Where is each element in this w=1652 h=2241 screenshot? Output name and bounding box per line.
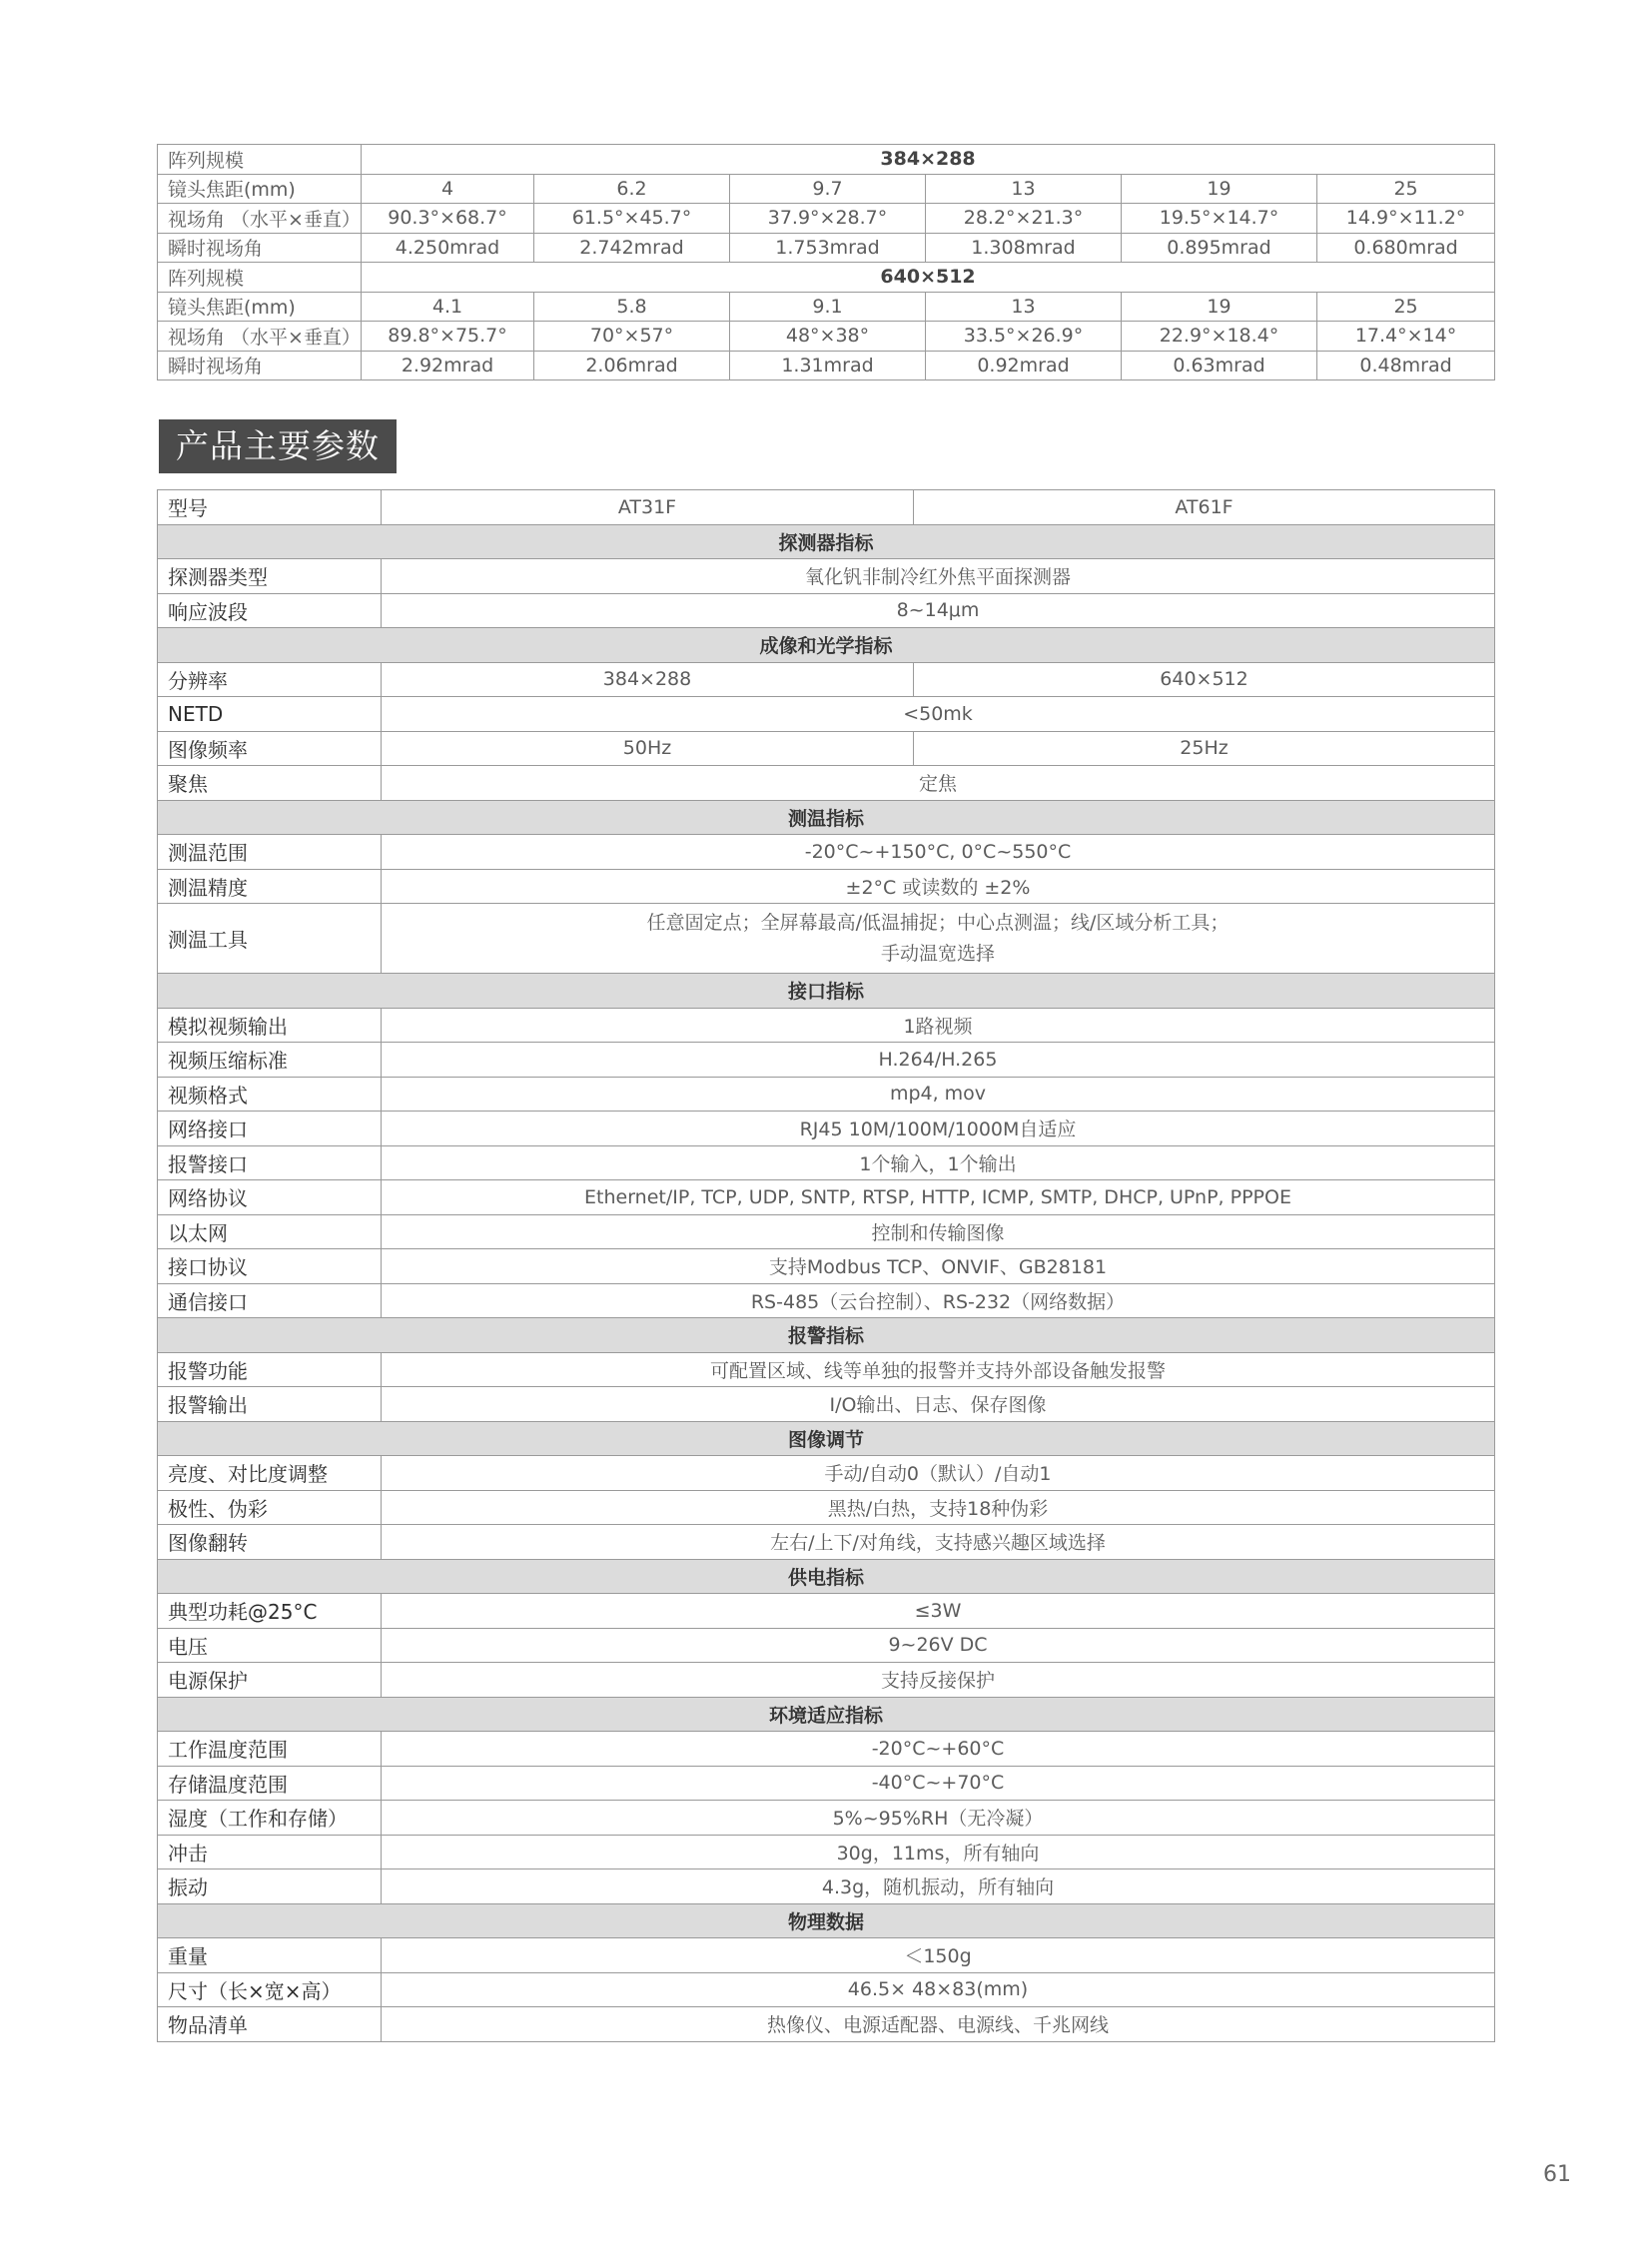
section-header-row (158, 524, 1495, 559)
row-label: 极性、伪彩 (158, 1490, 382, 1525)
table-cell: 13 (926, 174, 1122, 204)
table-cell: 25 (1317, 174, 1495, 204)
table-row (158, 1145, 1495, 1180)
table-cell: 5.8 (534, 292, 730, 322)
row-value-line: 任意固定点；全屏幕最高/低温捕捉；中心点测温；线/区域分析工具； (646, 911, 1230, 934)
section-heading: 产品主要参数 (159, 419, 397, 473)
table-row (158, 1283, 1495, 1318)
table-row (158, 1525, 1495, 1560)
table-row (158, 1732, 1495, 1767)
row-value: 氧化钒非制冷红外焦平面探测器 (382, 559, 1495, 594)
table-cell: 0.895mrad (1122, 233, 1317, 263)
row-value: 25Hz (914, 731, 1495, 766)
table-cell: 2.742mrad (534, 233, 730, 263)
table-cell: 1.31mrad (730, 351, 926, 380)
model-cell: AT61F (914, 490, 1495, 525)
row-value: Ethernet/IP, TCP, UDP, SNTP, RTSP, HTTP, ICMP, SMTP, DHCP, UPnP, PPPOE (382, 1180, 1495, 1215)
focal-length-label: 镜头焦距(mm) (158, 292, 362, 322)
table-row (158, 1938, 1495, 1973)
table-row (158, 869, 1495, 904)
fov-label: 视场角 （水平×垂直） (158, 322, 362, 352)
table-cell: 13 (926, 292, 1122, 322)
table-row (158, 1490, 1495, 1525)
row-label: 报警输出 (158, 1387, 382, 1422)
section-title: 成像和光学指标 (158, 628, 1495, 663)
section-header-row (158, 800, 1495, 835)
table-cell: 0.680mrad (1317, 233, 1495, 263)
table-cell: 48°×38° (730, 322, 926, 352)
row-value: RJ45 10M/100M/1000M自适应 (382, 1112, 1495, 1146)
row-value: 9~26V DC (382, 1628, 1495, 1663)
table-row (158, 559, 1495, 594)
row-value: RS-485（云台控制）、RS-232（网络数据） (382, 1283, 1495, 1318)
table-row (158, 1180, 1495, 1215)
row-value (382, 904, 1495, 974)
table-cell: 19 (1122, 292, 1317, 322)
section-header-row (158, 1697, 1495, 1732)
row-value: 左右/上下/对角线，支持感兴趣区域选择 (382, 1525, 1495, 1560)
row-value: -20°C~+150°C, 0°C~550°C (382, 835, 1495, 870)
row-label: 冲击 (158, 1835, 382, 1869)
table-row (158, 835, 1495, 870)
section-title: 图像调节 (158, 1421, 1495, 1456)
row-value: -40°C~+70°C (382, 1766, 1495, 1801)
table-row (158, 145, 1495, 175)
row-value: mp4, mov (382, 1077, 1495, 1112)
row-label: 聚焦 (158, 766, 382, 801)
section-title: 接口指标 (158, 974, 1495, 1009)
table-row (158, 174, 1495, 204)
row-label: 物品清单 (158, 2007, 382, 2042)
row-label: 网络协议 (158, 1180, 382, 1215)
row-value: 控制和传输图像 (382, 1214, 1495, 1249)
table-row (158, 2007, 1495, 2042)
table-cell: 61.5°×45.7° (534, 204, 730, 234)
ifov-label: 瞬时视场角 (158, 351, 362, 380)
table-row (158, 1869, 1495, 1904)
table-cell: 14.9°×11.2° (1317, 204, 1495, 234)
section-title: 物理数据 (158, 1903, 1495, 1938)
table-cell: 0.48mrad (1317, 351, 1495, 380)
row-value: 定焦 (382, 766, 1495, 801)
row-value: ＜150g (382, 1938, 1495, 1973)
table-row (158, 1594, 1495, 1629)
model-row (158, 490, 1495, 525)
table-cell: 2.06mrad (534, 351, 730, 380)
table-row (158, 322, 1495, 352)
table-cell: 33.5°×26.9° (926, 322, 1122, 352)
section-title: 测温指标 (158, 800, 1495, 835)
row-value: 手动/自动0（默认）/自动1 (382, 1456, 1495, 1491)
table-row (158, 1835, 1495, 1869)
table-cell: 25 (1317, 292, 1495, 322)
row-value: 1路视频 (382, 1008, 1495, 1043)
table-row (158, 593, 1495, 628)
row-value: 热像仪、电源适配器、电源线、千兆网线 (382, 2007, 1495, 2042)
row-label: NETD (158, 697, 382, 732)
array-size-value: 384×288 (362, 145, 1495, 175)
row-label: 图像频率 (158, 731, 382, 766)
table-row (158, 1352, 1495, 1387)
row-label: 模拟视频输出 (158, 1008, 382, 1043)
fov-label: 视场角 （水平×垂直） (158, 204, 362, 234)
row-label: 电压 (158, 1628, 382, 1663)
table-row (158, 1801, 1495, 1836)
table-row (158, 1249, 1495, 1284)
table-cell: 37.9°×28.7° (730, 204, 926, 234)
row-label: 视频压缩标准 (158, 1043, 382, 1078)
table-row (158, 1628, 1495, 1663)
array-size-label: 阵列规模 (158, 145, 362, 175)
table-cell: 2.92mrad (362, 351, 534, 380)
table-row (158, 766, 1495, 801)
focal-length-label: 镜头焦距(mm) (158, 174, 362, 204)
row-label: 亮度、对比度调整 (158, 1456, 382, 1491)
table-cell: 4.1 (362, 292, 534, 322)
table-cell: 4.250mrad (362, 233, 534, 263)
row-label: 响应波段 (158, 593, 382, 628)
table-row (158, 292, 1495, 322)
row-label: 存储温度范围 (158, 1766, 382, 1801)
table-cell: 6.2 (534, 174, 730, 204)
row-value: 50Hz (382, 731, 914, 766)
row-label: 报警接口 (158, 1145, 382, 1180)
table-cell: 17.4°×14° (1317, 322, 1495, 352)
table-row (158, 233, 1495, 263)
section-header-row (158, 1421, 1495, 1456)
table-row (158, 1387, 1495, 1422)
section-header-row (158, 1318, 1495, 1353)
section-title: 供电指标 (158, 1559, 1495, 1594)
row-value: 30g，11ms，所有轴向 (382, 1835, 1495, 1869)
row-value: 8~14μm (382, 593, 1495, 628)
table-cell: 89.8°×75.7° (362, 322, 534, 352)
table-row (158, 351, 1495, 380)
row-value: 384×288 (382, 662, 914, 697)
array-size-label: 阵列规模 (158, 263, 362, 293)
table-row (158, 1112, 1495, 1146)
page-number: 61 (1543, 2162, 1571, 2187)
row-label: 典型功耗@25°C (158, 1594, 382, 1629)
row-value-line: 手动温宽选择 (880, 942, 995, 965)
table-cell: 28.2°×21.3° (926, 204, 1122, 234)
row-label: 报警功能 (158, 1352, 382, 1387)
row-value: 黑热/白热，支持18种伪彩 (382, 1490, 1495, 1525)
row-value: 可配置区域、线等单独的报警并支持外部设备触发报警 (382, 1352, 1495, 1387)
table-row (158, 1972, 1495, 2007)
table-row (158, 1663, 1495, 1698)
section-header-row (158, 974, 1495, 1009)
lens-parameter-table (157, 144, 1495, 380)
table-row (158, 1008, 1495, 1043)
table-cell: 9.7 (730, 174, 926, 204)
row-label: 湿度（工作和存储） (158, 1801, 382, 1836)
row-label: 振动 (158, 1869, 382, 1904)
row-label: 分辨率 (158, 662, 382, 697)
section-title: 环境适应指标 (158, 1697, 1495, 1732)
row-label: 接口协议 (158, 1249, 382, 1284)
row-label: 测温工具 (158, 904, 382, 974)
row-label: 以太网 (158, 1214, 382, 1249)
array-size-value: 640×512 (362, 263, 1495, 293)
section-title: 探测器指标 (158, 524, 1495, 559)
spec-table (157, 489, 1495, 2042)
section-header-row (158, 1903, 1495, 1938)
ifov-label: 瞬时视场角 (158, 233, 362, 263)
table-cell: 9.1 (730, 292, 926, 322)
section-title: 报警指标 (158, 1318, 1495, 1353)
row-value: 支持反接保护 (382, 1663, 1495, 1698)
row-label: 测温范围 (158, 835, 382, 870)
row-value: ≤3W (382, 1594, 1495, 1629)
row-label: 探测器类型 (158, 559, 382, 594)
row-label: 型号 (158, 490, 382, 525)
table-cell: 0.92mrad (926, 351, 1122, 380)
row-label: 测温精度 (158, 869, 382, 904)
section-header-row (158, 628, 1495, 663)
table-cell: 70°×57° (534, 322, 730, 352)
row-value: 5%~95%RH（无冷凝） (382, 1801, 1495, 1836)
row-label: 尺寸（长×宽×高） (158, 1972, 382, 2007)
table-row (158, 697, 1495, 732)
row-value: 1个输入，1个输出 (382, 1145, 1495, 1180)
table-cell: 19.5°×14.7° (1122, 204, 1317, 234)
row-label: 通信接口 (158, 1283, 382, 1318)
table-cell: 0.63mrad (1122, 351, 1317, 380)
table-cell: 90.3°×68.7° (362, 204, 534, 234)
table-row (158, 1077, 1495, 1112)
row-value: ±2°C 或读数的 ±2% (382, 869, 1495, 904)
row-label: 电源保护 (158, 1663, 382, 1698)
row-value: 46.5× 48×83(mm) (382, 1972, 1495, 2007)
row-label: 视频格式 (158, 1077, 382, 1112)
row-value: 640×512 (914, 662, 1495, 697)
table-cell: 19 (1122, 174, 1317, 204)
table-row (158, 1766, 1495, 1801)
section-header-row (158, 1559, 1495, 1594)
table-row (158, 1214, 1495, 1249)
model-cell: AT31F (382, 490, 914, 525)
row-value: 4.3g，随机振动，所有轴向 (382, 1869, 1495, 1904)
row-value: 支持Modbus TCP、ONVIF、GB28181 (382, 1249, 1495, 1284)
table-cell: 22.9°×18.4° (1122, 322, 1317, 352)
row-value: -20°C~+60°C (382, 1732, 1495, 1767)
table-row (158, 263, 1495, 293)
row-label: 工作温度范围 (158, 1732, 382, 1767)
table-row (158, 204, 1495, 234)
table-cell: 1.753mrad (730, 233, 926, 263)
row-label: 重量 (158, 1938, 382, 1973)
row-label: 图像翻转 (158, 1525, 382, 1560)
row-value: <50mk (382, 697, 1495, 732)
row-label: 网络接口 (158, 1112, 382, 1146)
table-row (158, 904, 1495, 974)
row-value: H.264/H.265 (382, 1043, 1495, 1078)
table-row (158, 731, 1495, 766)
table-row (158, 662, 1495, 697)
row-value: I/O输出、日志、保存图像 (382, 1387, 1495, 1422)
table-row (158, 1456, 1495, 1491)
table-row (158, 1043, 1495, 1078)
table-cell: 4 (362, 174, 534, 204)
table-cell: 1.308mrad (926, 233, 1122, 263)
